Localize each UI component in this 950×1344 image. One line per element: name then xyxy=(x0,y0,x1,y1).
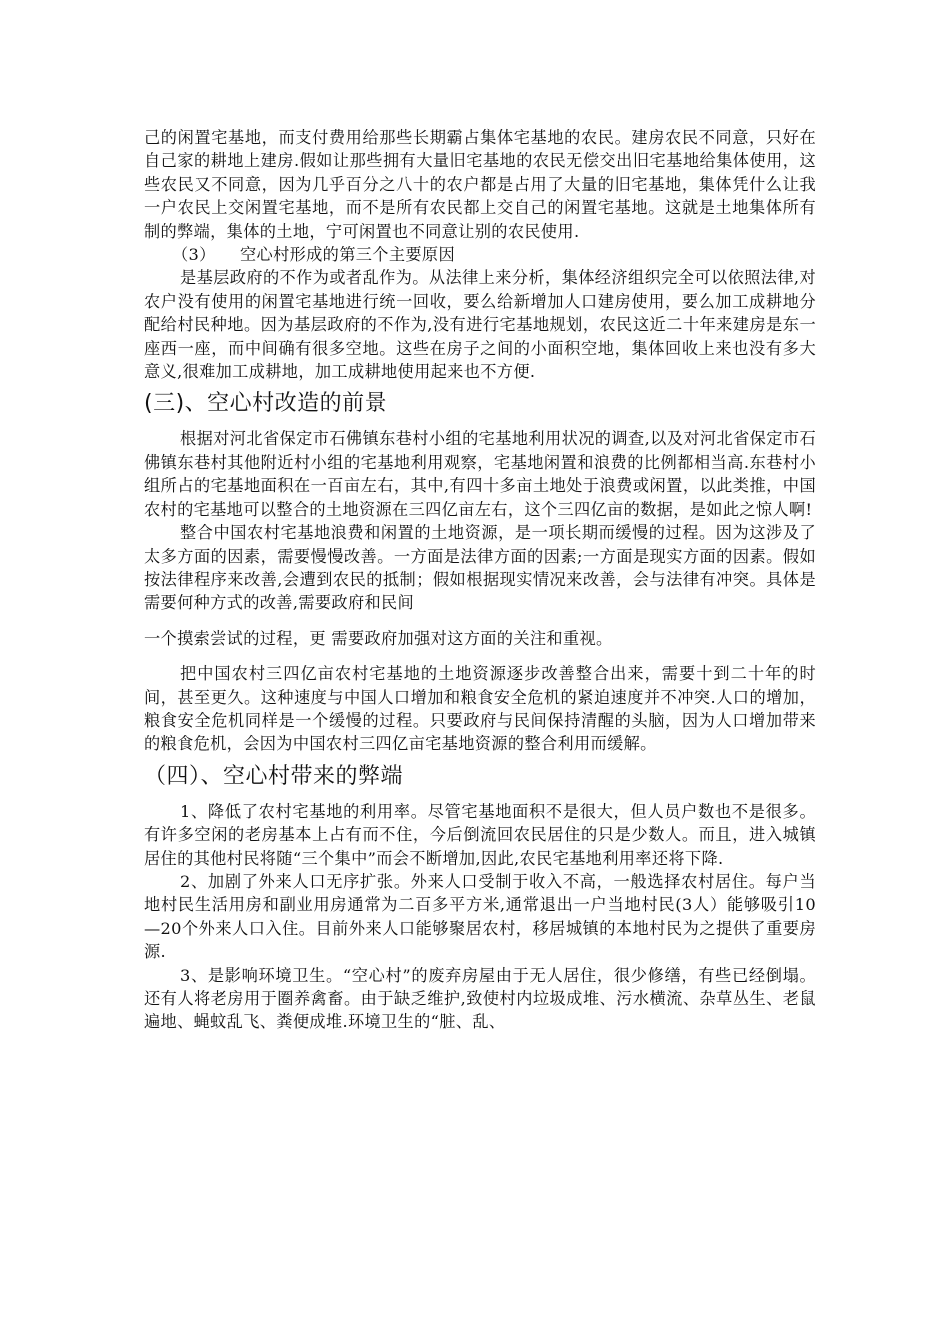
paragraph-third-cause: 是基层政府的不作为或者乱作为。从法律上来分析，集体经济组织完全可以依照法律,对农户没有使用的闲置宅基地进行统一回收，要么给新增加人口建房使用，要么加工成耕地分配给村民种地。因为基层政府的不作为,没有进行宅基地规划，农民这近二十年来建房是东一座西一座，而中间确有很多空地。这些在房子之间的小面积空地，集体回收上来也没有多大意义,很难加工成耕地，加工成耕地使用起来也不方便. xyxy=(144,268,816,382)
paragraph-drawback-2: 2、加剧了外来人口无序扩张。外来人口受制于收入不高，一般选择农村居住。每户当地村民生活用房和副业用房通常为二百多平方米,通常退出一户当地村民(3人）能够吸引10—20个外来人口入住。目前外来人口能够聚居农村，移居城镇的本地村民为之提供了重要房源. xyxy=(144,871,816,962)
paragraph-survey: 根据对河北省保定市石佛镇东巷村小组的宅基地利用状况的调查,以及对河北省保定市石佛镇东巷村其他附近村小组的宅基地利用观察，宅基地闲置和浪费的比例都相当高.东巷村小组所占的宅基地面积在一百亩左右，其中,有四十多亩土地处于浪费或闲置，以此类推，中国农村的宅基地可以整合的土地资源在三四亿亩左右，这个三四亿亩的数据，是如此之惊人啊! xyxy=(144,429,816,519)
document-body xyxy=(144,126,816,1034)
paragraph-integration: 整合中国农村宅基地浪费和闲置的土地资源，是一项长期而缓慢的过程。因为这涉及了太多方面的因素，需要慢慢改善。一方面是法律方面的因素;一方面是现实方面的因素。假如按法律程序来改善,会遭到农民的抵制；假如根据现实情况来改善，会与法律有冲突。具体是需要何种方式的改善,需要政府和民间 xyxy=(144,523,816,613)
subsection-heading-3 xyxy=(144,243,816,266)
paragraph-integration-tail: 一个摸索尝试的过程，更 需要政府加强对这方面的关注和重视。 xyxy=(144,628,613,648)
paragraph-drawback-1: 1、降低了农村宅基地的利用率。尽管宅基地面积不是很大，但人员户数也不是很多。有许多空闲的老房基本上占有而不住，今后倒流回农民居住的只是少数人。而且，进入城镇居住的其他村民将随“三个集中”而会不断增加,因此,农民宅基地利用率还将下降. xyxy=(144,801,816,868)
subsection-title: 空心村形成的第三个主要原因 xyxy=(240,245,455,265)
paragraph-continuation: 己的闲置宅基地，而支付费用给那些长期霸占集体宅基地的农民。建房农民不同意，只好在自己家的耕地上建房.假如让那些拥有大量旧宅基地的农民无偿交出旧宅基地给集体使用，这些农民又不同意，因为几乎百分之八十的农户都是占用了大量的旧宅基地，集体凭什么让我一户农民上交闲置宅基地，而不是所有农民都上交自己的闲置宅基地。这就是土地集体所有制的弊端，集体的土地，宁可闲置也不同意让别的农民使用. xyxy=(144,128,816,241)
section-heading-3: (三)、空心村改造的前景 xyxy=(144,391,388,417)
paragraph-drawback-3: 3、是影响环境卫生。“空心村”的废弃房屋由于无人居住，很少修缮，有些已经倒塌。还有人将老房用于圈养禽畜。由于缺乏维护,致使村内垃圾成堆、污水横流、杂草丛生、老鼠遍地、蝇蚊乱飞、粪便成堆.环境卫生的“脏、乱、 xyxy=(144,965,816,1032)
paragraph-timeline: 把中国农村三四亿亩农村宅基地的土地资源逐步改善整合出来，需要十到二十年的时间，甚至更久。这种速度与中国人口增加和粮食安全危机的紧迫速度并不冲突.人口的增加，粮食安全危机同样是一个缓慢的过程。只要政府与民间保持清醒的头脑，因为人口增加带来的粮食危机，会因为中国农村三四亿亩宅基地资源的整合利用而缓解。 xyxy=(144,664,816,754)
section-heading-4: （四）、空心村带来的弊端 xyxy=(144,763,404,789)
subsection-number: （3） xyxy=(172,245,216,265)
